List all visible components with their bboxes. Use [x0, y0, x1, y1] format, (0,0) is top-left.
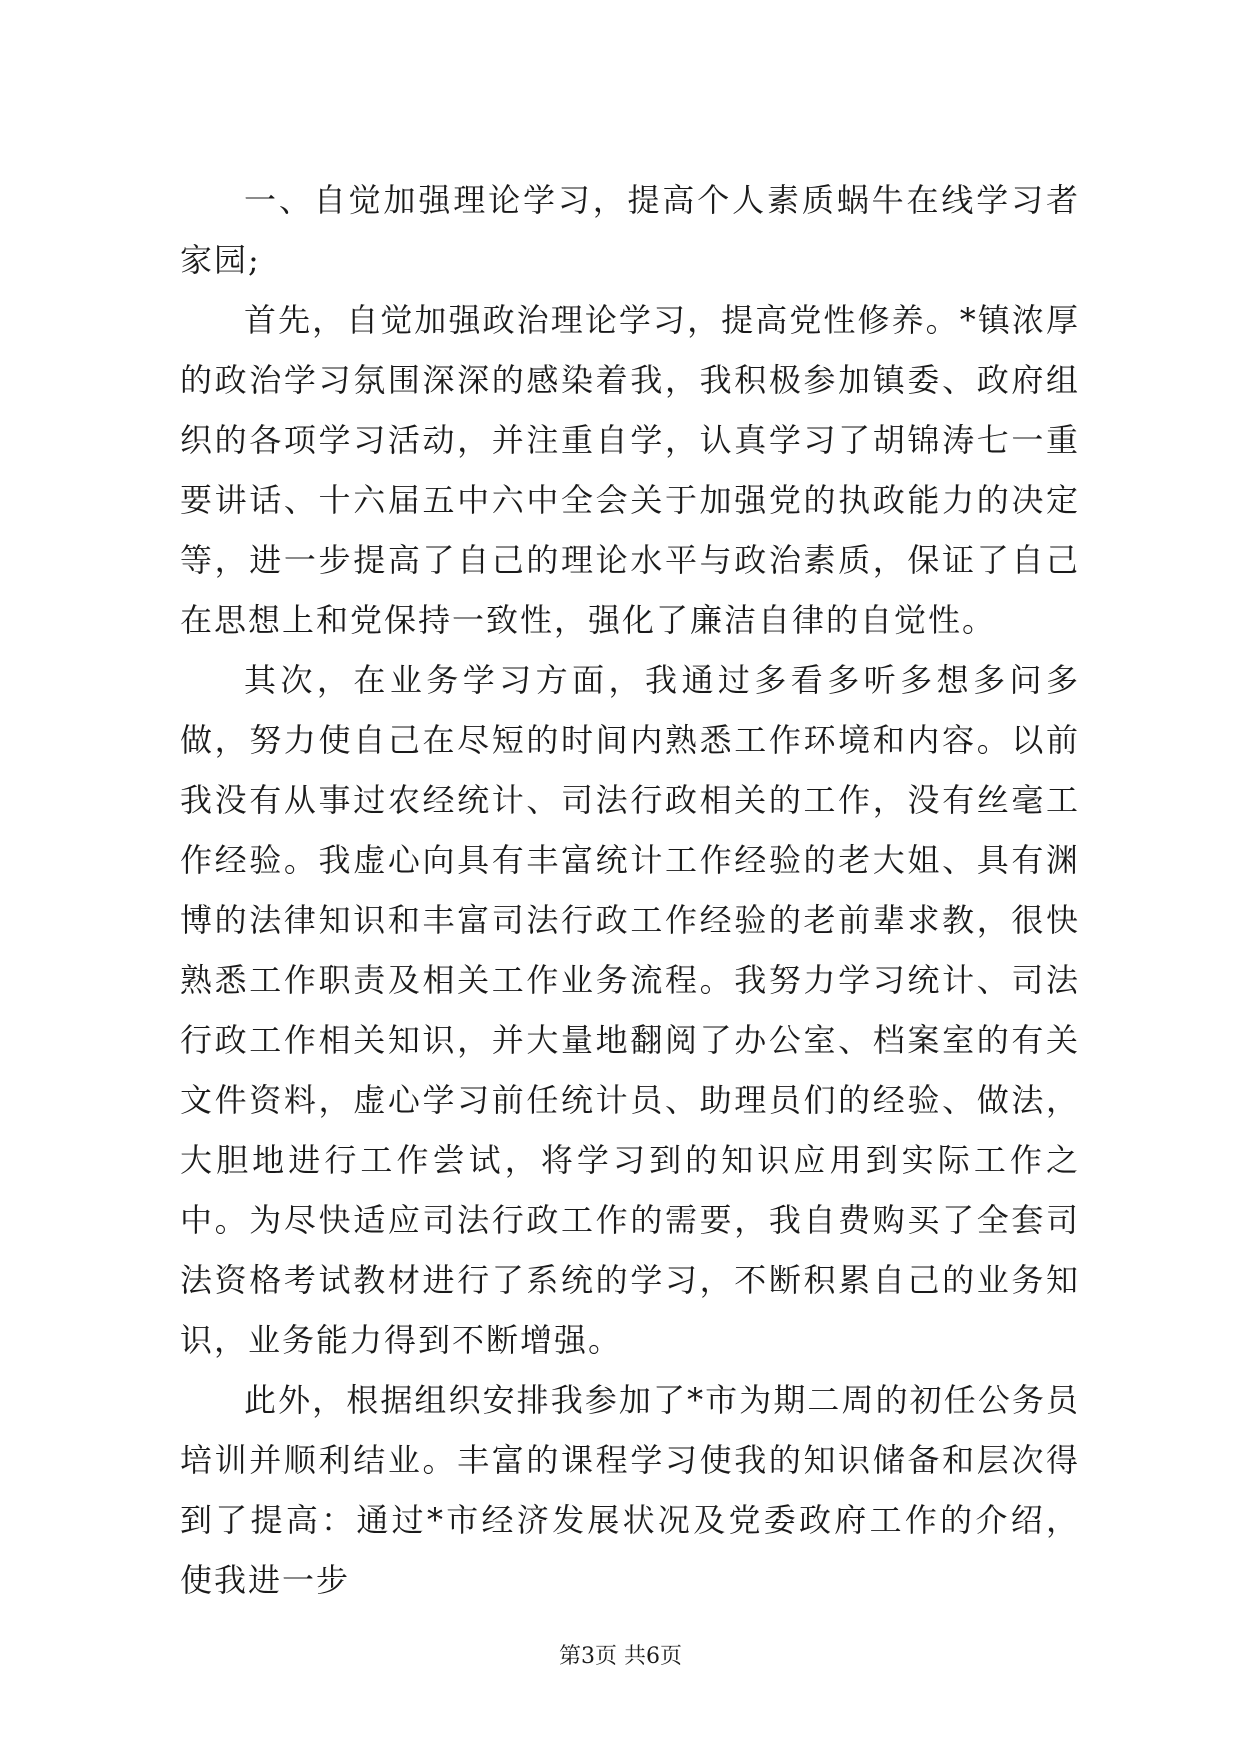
paragraph-business-study: 其次，在业务学习方面，我通过多看多听多想多问多做，努力使自己在尽短的时间内熟悉工作环境和内容。以前我没有从事过农经统计、司法行政相关的工作，没有丝毫工作经验。我虚心向具有丰富统计工作经验的老大姐、具有渊博的法律知识和丰富司法行政工作经验的老前辈求教，很快熟悉工作职责及相关工作业务流程。我努力学习统计、司法行政工作相关知识，并大量地翻阅了办公室、档案室的有关文件资料，虚心学习前任统计员、助理员们的经验、做法，大胆地进行工作尝试，将学习到的知识应用到实际工作之中。为尽快适应司法行政工作的需要，我自费购买了全套司法资格考试教材进行了系统的学习，不断积累自己的业务知识，业务能力得到不断增强。: [180, 661, 1080, 1359]
paragraph-political-study: 首先，自觉加强政治理论学习，提高党性修养。*镇浓厚的政治学习氛围深深的感染着我，我积极参加镇委、政府组织的各项学习活动，并注重自学，认真学习了胡锦涛七一重要讲话、十六届五中六中全会关于加强党的执政能力的决定等，进一步提高了自己的理论水平与政治素质，保证了自己在思想上和党保持一致性，强化了廉洁自律的自觉性。: [180, 301, 1080, 639]
document-body: [180, 170, 1080, 1610]
paragraph-training: 此外，根据组织安排我参加了*市为期二周的初任公务员培训并顺利结业。丰富的课程学习使我的知识储备和层次得到了提高：通过*市经济发展状况及党委政府工作的介绍，使我进一步: [180, 1381, 1080, 1599]
page-footer: 第3页 共6页: [559, 1644, 682, 1669]
paragraph-heading: 一、自觉加强理论学习，提高个人素质蜗牛在线学习者家园;: [180, 181, 1080, 279]
